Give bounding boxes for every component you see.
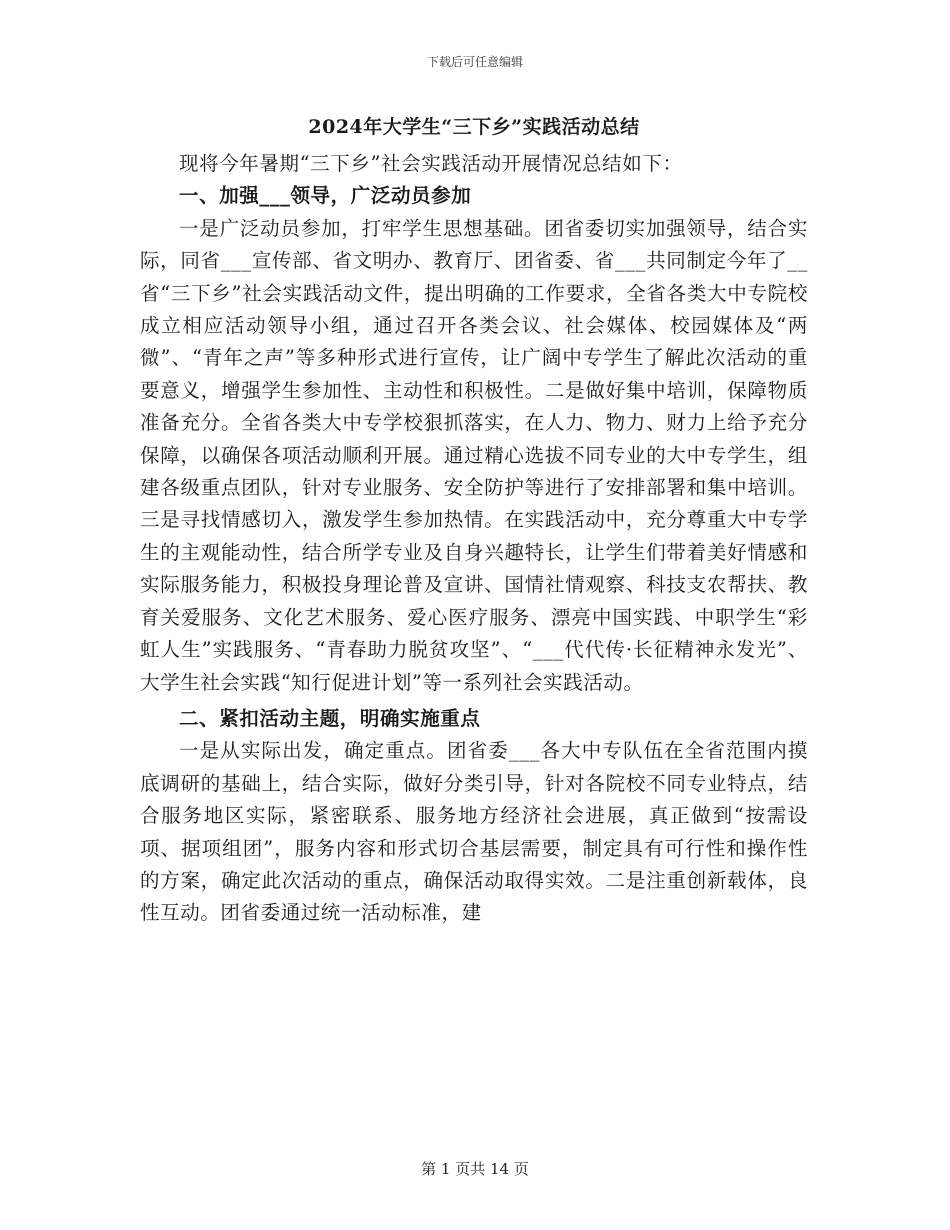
page-footer: 第 1 页共 14 页 <box>421 1160 529 1178</box>
intro-paragraph: 现将今年暑期“三下乡”社会实践活动开展情况总结如下： <box>179 152 683 175</box>
section-heading-1: 一、加强___领导，广泛动员参加 <box>179 184 472 208</box>
document-body <box>140 108 808 930</box>
section-paragraph-2: 一是从实际出发，确定重点。团省委___各大中专队伍在全省范围内摸底调研的基础上，结合实际，做好分类引导，针对各院校不同专业特点，结合服务地区实际，紧密联系、服务地方经济社会进展，真正做到“按需设项、据项组团”，服务内容和形式切合基层需要，制定具有可行性和操作性的方案，确定此次活动的重点，确保活动取得实效。二是注重创新载体，良性互动。团省委通过统一活动标准，建 <box>140 739 808 925</box>
section-heading-2: 二、紧扣活动主题，明确实施重点 <box>179 706 481 730</box>
header-note: 下载后可任意编辑 <box>426 55 523 69</box>
document-title: 2024年大学生“三下乡”实践活动总结 <box>308 116 640 138</box>
section-paragraph-1: 一是广泛动员参加，打牢学生思想基础。团省委切实加强领导，结合实际，同省___宣传部、省文明办、教育厅、团省委、省___共同制定今年了__省“三下乡”社会实践活动文件，提出明确的工作要求，全省各类大中专院校成立相应活动领导小组，通过召开各类会议、社会媒体、校园媒体及“两微”、“青年之声”等多种形式进行宣传，让广阔中专学生了解此次活动的重要意义，增强学生参加性、主动性和积极性。二是做好集中培训，保障物质准备充分。全省各类大中专学校狠抓落实，在人力、物力、财力上给予充分保障，以确保各项活动顺利开展。通过精心选拔不同专业的大中专学生，组建各级重点团队，针对专业服务、安全防护等进行了安排部署和集中培训。三是寻找情感切入，激发学生参加热情。在实践活动中，充分尊重大中专学生的主观能动性，结合所学专业及自身兴趣特长，让学生们带着美好情感和实际服务能力，积极投身理论普及宣讲、国情社情观察、科技支农帮扶、教育关爱服务、文化艺术服务、爱心医疗服务、漂亮中国实践、中职学生“彩虹人生”实践服务、“青春助力脱贫攻坚”、“___代代传·长征精神永发光”、大学生社会实践“知行促进计划”等一系列社会实践活动。 <box>140 216 808 694</box>
